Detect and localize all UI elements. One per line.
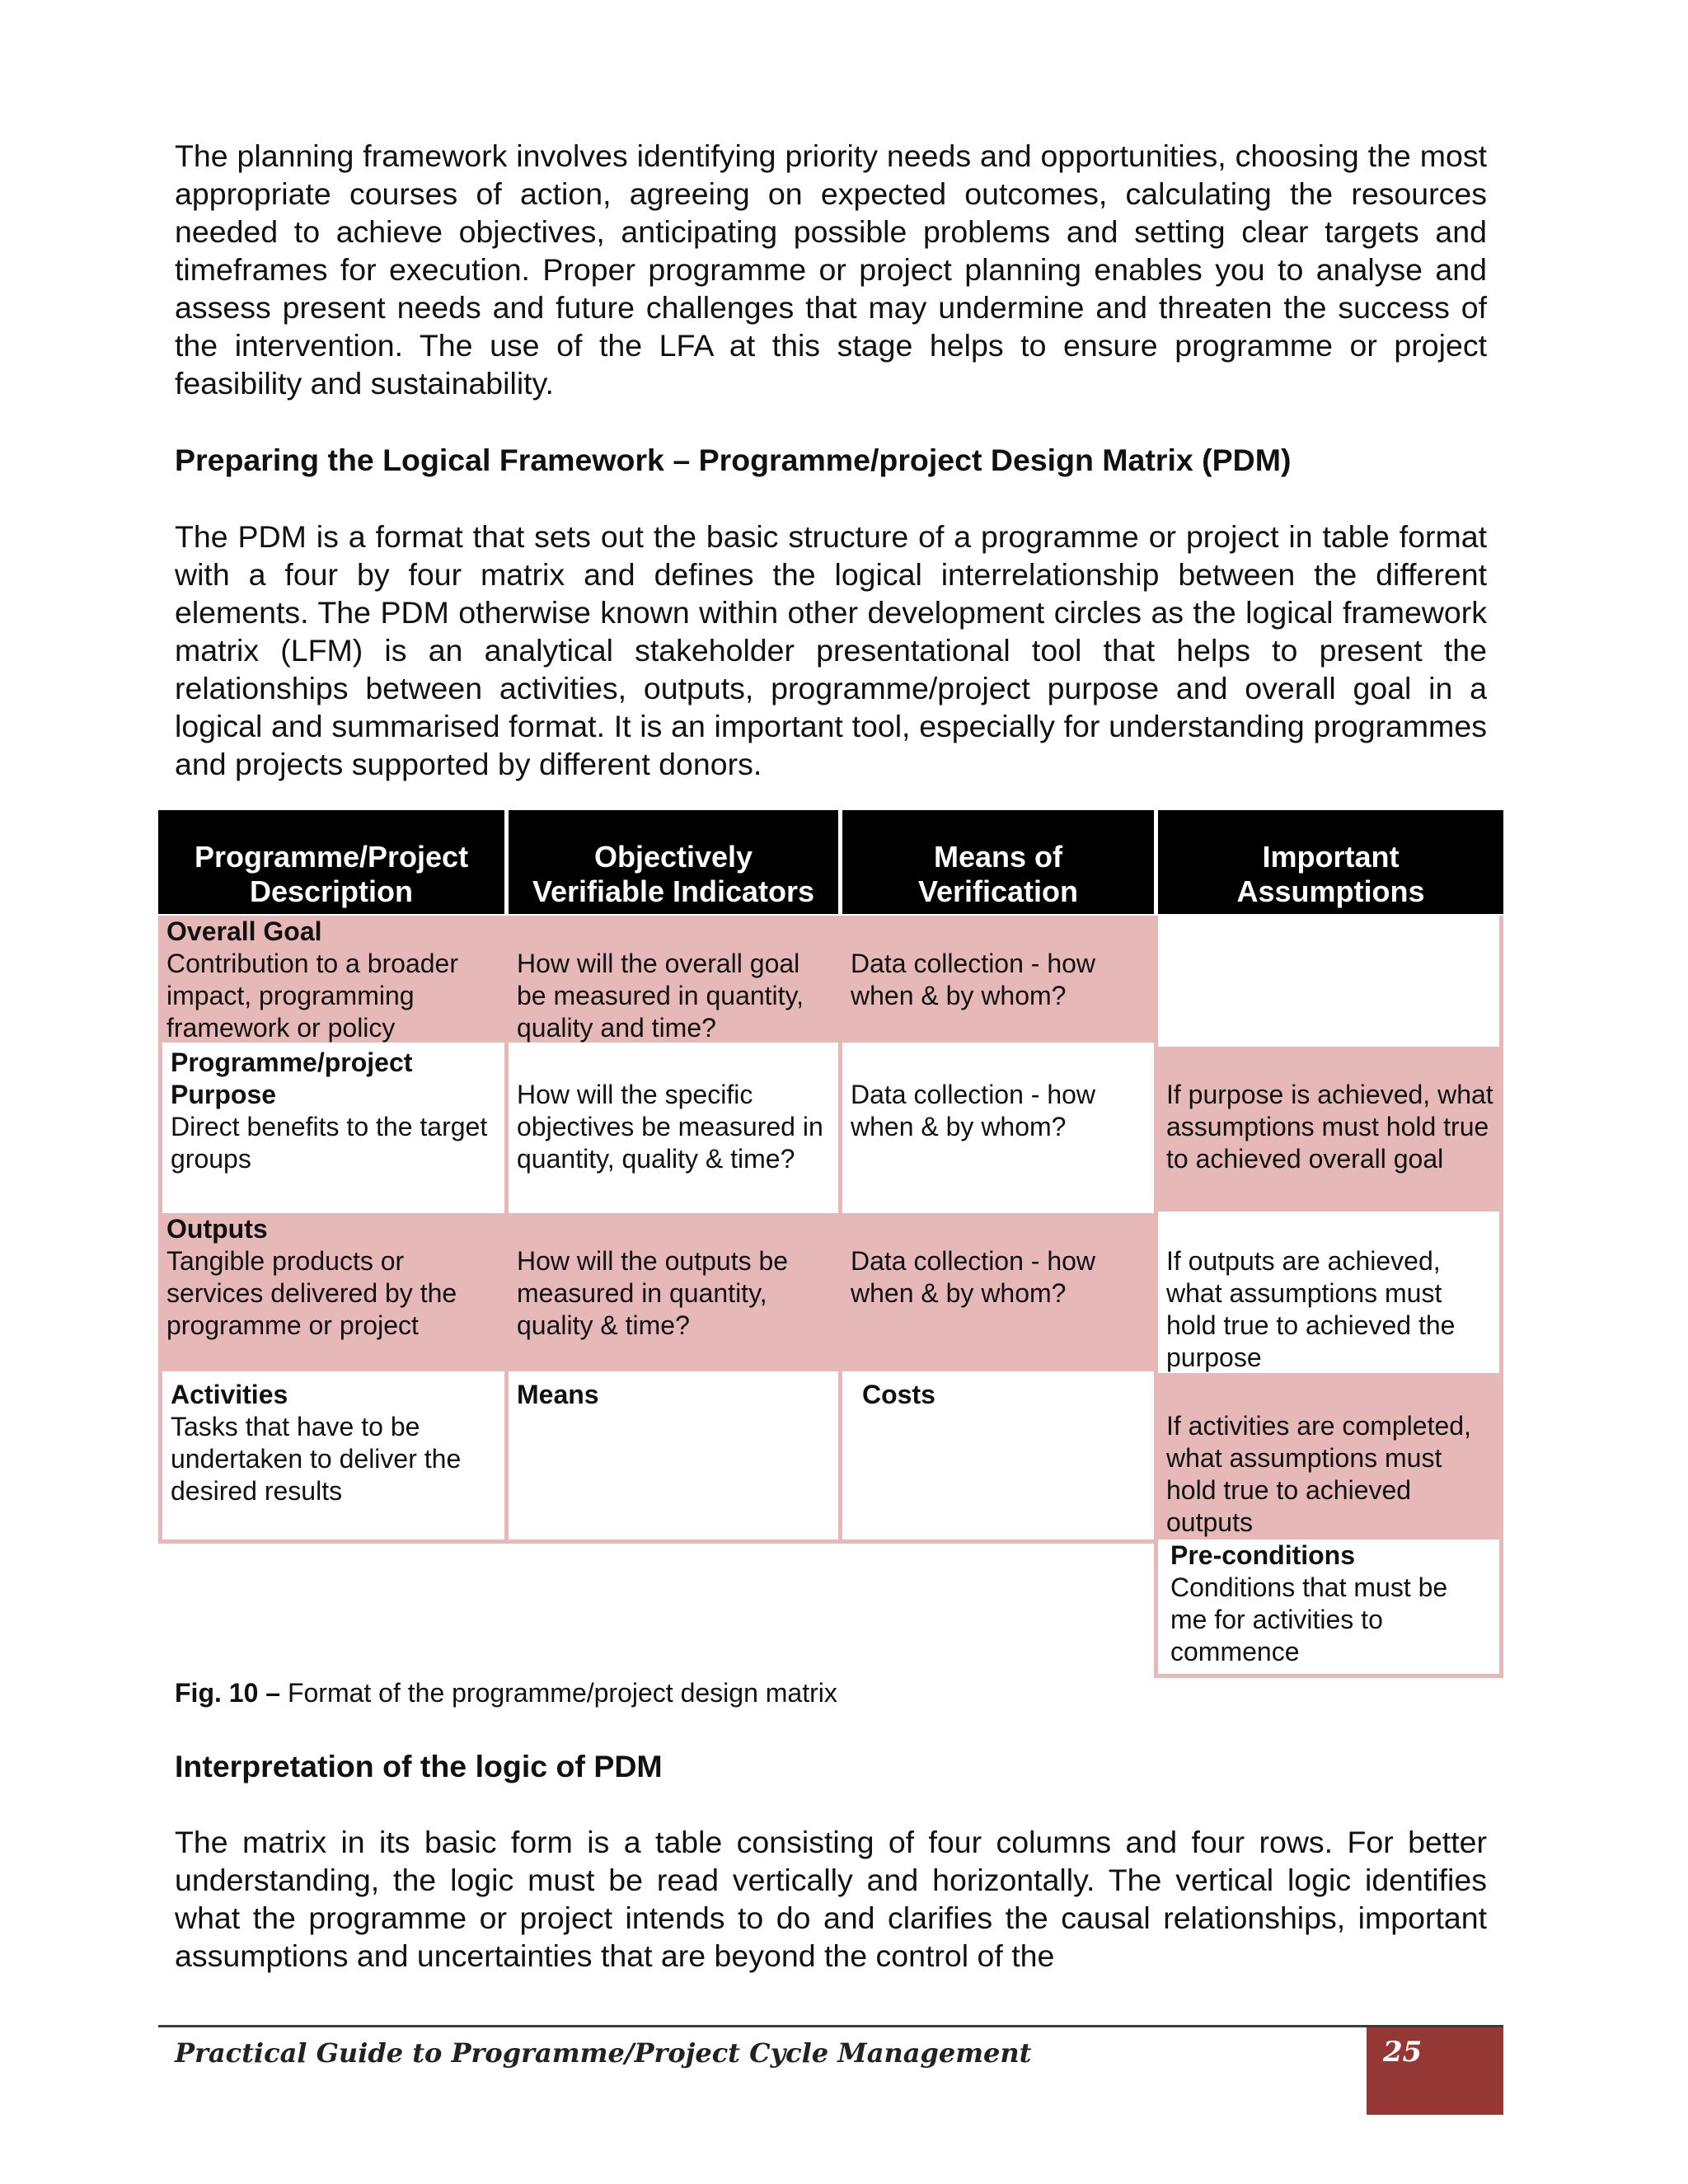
figure-caption-text: Format of the programme/project design matrix (280, 1678, 837, 1708)
purpose-verification: Data collection - how when & by whom? (851, 1080, 1096, 1141)
purpose-indicator-cell (509, 1047, 838, 1212)
header-verification-line1: Means of (933, 840, 1063, 874)
goal-indicator: How will the overall goal be measured in quantity, quality and time? (517, 949, 804, 1043)
header-indicators-line1: Objectively (593, 840, 753, 874)
outputs-verification-cell (842, 1213, 1154, 1371)
purpose-desc: Direct benefits to the target groups (171, 1112, 488, 1174)
goal-verification-cell (842, 916, 1154, 1043)
outputs-description-cell (158, 1213, 504, 1371)
footer-divider (158, 2025, 1503, 2027)
pdm-paragraph: The PDM is a format that sets out the basic structure of a programme or project in table format with a four by four matrix and defines the logical interrelationship between the different elements. The PDM otherwise known within other development circles as the logical framework matrix (LFM) is an analytical stakeholder presentational tool that helps to present the relationships between activities, outputs, programme/project purpose and overall goal in a logical and summarised format. It is an important tool, especially for understanding programmes and projects supported by different donors. (175, 519, 1487, 781)
matrix-right-border (1499, 916, 1503, 1540)
preconditions-cell (1154, 1540, 1503, 1678)
header-verification-line2: Verification (917, 874, 1079, 908)
header-description (158, 810, 504, 914)
goal-indicator-cell (509, 916, 838, 1043)
activities-assumption-cell (1158, 1373, 1503, 1540)
goal-description-cell (158, 916, 504, 1043)
header-assumptions (1158, 810, 1503, 914)
outputs-indicator-cell (509, 1213, 838, 1371)
activities-means: Means (517, 1380, 599, 1409)
purpose-assumption-cell (1158, 1047, 1503, 1212)
outputs-verification: Data collection - how when & by whom? (851, 1246, 1096, 1308)
goal-desc: Contribution to a broader impact, programming framework or policy (166, 949, 458, 1043)
activities-costs-cell (842, 1379, 1154, 1540)
header-indicators (509, 810, 838, 914)
outputs-title: Outputs (166, 1214, 268, 1244)
outputs-assumption-cell (1158, 1213, 1499, 1371)
figure-caption (175, 1676, 837, 1709)
header-assumptions-line2: Assumptions (1236, 874, 1425, 908)
activities-costs: Costs (862, 1380, 935, 1409)
purpose-indicator: How will the specific objectives be measured in quantity, quality & time? (517, 1080, 823, 1174)
outputs-desc: Tangible products or services delivered by the programme or project (166, 1246, 457, 1340)
header-verification (842, 810, 1154, 914)
purpose-description-cell (162, 1047, 504, 1212)
purpose-title: Programme/project Purpose (171, 1047, 413, 1109)
outputs-indicator: How will the outputs be measured in quantity, quality & time? (517, 1246, 789, 1340)
purpose-assumption: If purpose is achieved, what assumptions must hold true to achieved overall goal (1166, 1080, 1493, 1174)
matrix-bottom-border (158, 1540, 1158, 1544)
matrix-col2-border (504, 916, 509, 1540)
intro-paragraph: The planning framework involves identifying priority needs and opportunities, choosing the most appropriate courses of action, agreeing on expected outcomes, calculating the resources needed to achieve objectives, anticipating possible problems and setting clear targets and timeframes for execution. Proper programme or project planning enables you to analyse and assess present needs and future challenges that may undermine and threaten the success of the intervention. The use of the LFA at this stage helps to ensure programme or project feasibility and sustainability. (175, 138, 1487, 401)
goal-verification: Data collection - how when & by whom? (851, 949, 1096, 1010)
preconditions-title: Pre-conditions (1170, 1540, 1356, 1570)
purpose-verification-cell (842, 1047, 1154, 1212)
activities-title: Activities (171, 1380, 288, 1409)
page-number: 25 (1367, 2027, 1503, 2115)
matrix-col4-border (1154, 916, 1158, 1540)
goal-assumption-cell (1158, 916, 1499, 1043)
goal-title: Overall Goal (166, 916, 322, 946)
activities-description-cell (162, 1379, 504, 1540)
header-assumptions-line1: Important (1262, 840, 1400, 874)
matrix-col3-border (838, 916, 842, 1540)
header-description-line1: Programme/Project (194, 840, 469, 874)
header-indicators-line2: Verifiable Indicators (532, 874, 815, 908)
activities-desc: Tasks that have to be undertaken to deliver the desired results (171, 1412, 462, 1506)
header-description-line2: Description (249, 874, 414, 908)
matrix-left-border (158, 1043, 162, 1544)
outputs-assumption: If outputs are achieved, what assumptions must hold true to achieved the purpose (1166, 1246, 1456, 1372)
section-heading-interpretation: Interpretation of the logic of PDM (175, 1749, 663, 1783)
figure-caption-label: Fig. 10 – (175, 1678, 281, 1708)
footer-title: Practical Guide to Programme/Project Cycle Management (175, 2037, 1032, 2069)
interpretation-paragraph: The matrix in its basic form is a table consisting of four columns and four rows. For better understanding, the logic must be read vertically and horizontally. The vertical logic identifies what the programme or project intends to do and clarifies the causal relationships, important assumptions and uncertainties that are beyond the control of the (175, 1825, 1487, 1973)
activities-assumption: If activities are completed, what assumptions must hold true to achieved outputs (1166, 1411, 1471, 1537)
preconditions-desc: Conditions that must be me for activities to commence (1170, 1572, 1448, 1666)
activities-means-cell (509, 1379, 838, 1540)
section-heading-pdm: Preparing the Logical Framework – Programme/project Design Matrix (PDM) (175, 443, 1292, 477)
